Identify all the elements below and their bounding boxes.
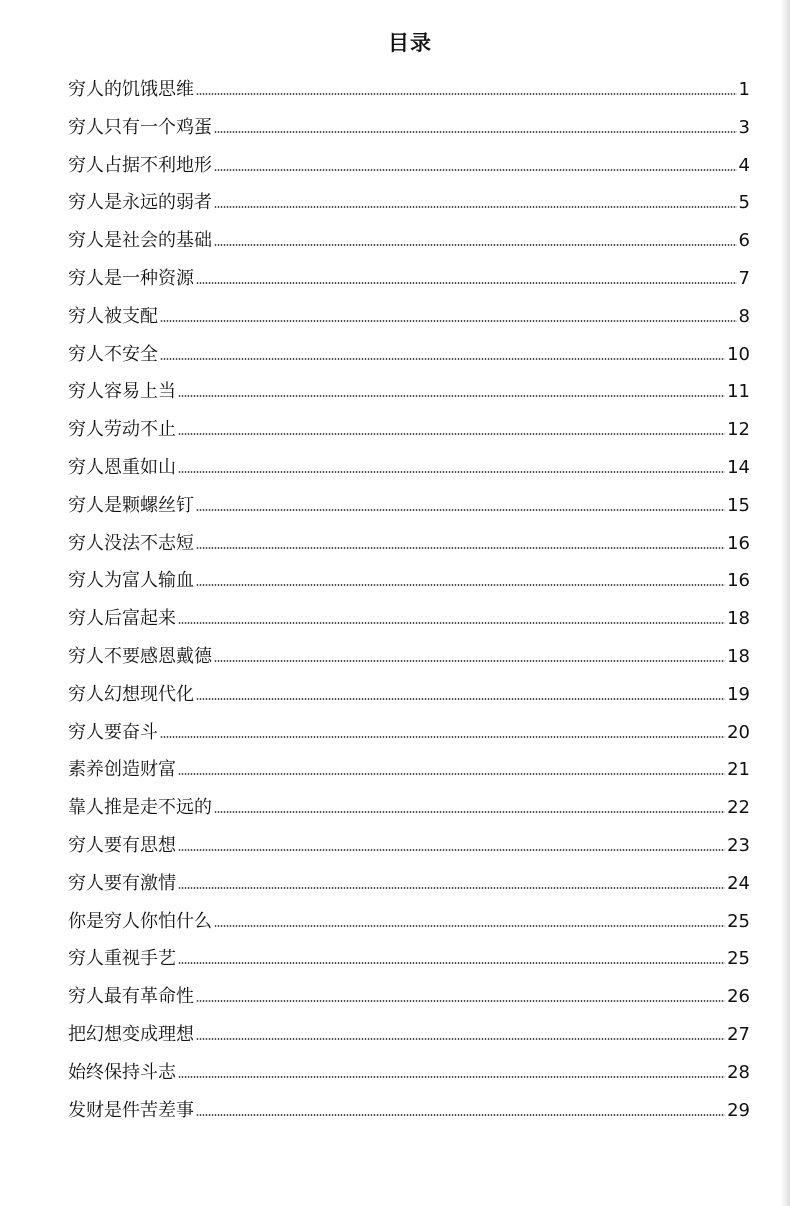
toc-entry-title: 穷人后富起来 (68, 608, 176, 630)
toc-entry[interactable] (68, 600, 750, 638)
toc-entry-title: 穷人是颗螺丝钉 (68, 494, 194, 516)
toc-entry[interactable] (68, 827, 750, 865)
page-edge-shadow (780, 0, 790, 1206)
toc-entry-title: 穷人为富人输血 (68, 570, 194, 592)
dot-leader (214, 169, 737, 171)
toc-entry-title: 你是穷人你怕什么 (68, 910, 212, 932)
dot-leader (178, 622, 725, 624)
toc-entry-title: 把幻想变成理想 (68, 1023, 194, 1045)
toc-entry-page-number: 26 (727, 986, 750, 1008)
toc-entry-page-number: 12 (727, 419, 750, 441)
dot-leader (196, 93, 737, 95)
toc-entry-title: 素养创造财富 (68, 759, 176, 781)
toc-entry-title: 穷人劳动不止 (68, 419, 176, 441)
table-of-contents (68, 71, 750, 1129)
toc-entry-page-number: 11 (727, 381, 750, 403)
toc-entry-page-number: 3 (738, 116, 750, 138)
dot-leader (196, 282, 737, 284)
toc-entry-page-number: 18 (727, 645, 750, 667)
toc-entry[interactable] (68, 147, 750, 185)
toc-entry-page-number: 8 (738, 305, 750, 327)
dot-leader (214, 811, 725, 813)
dot-leader (214, 660, 725, 662)
toc-entry-page-number: 16 (727, 570, 750, 592)
toc-entry-title: 穷人要有思想 (68, 834, 176, 856)
dot-leader (178, 887, 725, 889)
dot-leader (178, 433, 725, 435)
dot-leader (214, 131, 737, 133)
toc-entry-title: 始终保持斗志 (68, 1061, 176, 1083)
toc-entry-page-number: 15 (727, 494, 750, 516)
toc-entry-title: 穷人要奋斗 (68, 721, 158, 743)
toc-entry-page-number: 29 (727, 1099, 750, 1121)
toc-entry[interactable] (68, 525, 750, 563)
toc-entry[interactable] (68, 903, 750, 941)
toc-entry-title: 穷人是一种资源 (68, 267, 194, 289)
dot-leader (196, 1114, 725, 1116)
dot-leader (178, 773, 725, 775)
toc-entry[interactable] (68, 676, 750, 714)
dot-leader (196, 1000, 725, 1002)
dot-leader (178, 962, 725, 964)
toc-entry[interactable] (68, 789, 750, 827)
toc-entry[interactable] (68, 1092, 750, 1130)
dot-leader (196, 547, 725, 549)
toc-entry-title: 穷人不要感恩戴德 (68, 645, 212, 667)
toc-entry[interactable] (68, 260, 750, 298)
toc-entry-page-number: 5 (738, 192, 750, 214)
toc-entry-page-number: 18 (727, 608, 750, 630)
toc-entry-title: 靠人推是走不远的 (68, 797, 212, 819)
toc-entry-page-number: 20 (727, 721, 750, 743)
toc-entry-title: 穷人要有激情 (68, 872, 176, 894)
toc-entry[interactable] (68, 298, 750, 336)
toc-entry[interactable] (68, 373, 750, 411)
toc-entry[interactable] (68, 940, 750, 978)
toc-entry-title: 穷人幻想现代化 (68, 683, 194, 705)
toc-entry-title: 发财是件苦差事 (68, 1099, 194, 1121)
toc-entry-page-number: 28 (727, 1061, 750, 1083)
dot-leader (196, 509, 725, 511)
toc-entry-page-number: 25 (727, 910, 750, 932)
toc-entry[interactable] (68, 222, 750, 260)
dot-leader (196, 584, 725, 586)
toc-entry-page-number: 21 (727, 759, 750, 781)
toc-entry-page-number: 16 (727, 532, 750, 554)
toc-entry[interactable] (68, 71, 750, 109)
toc-entry-title: 穷人没法不志短 (68, 532, 194, 554)
toc-entry[interactable] (68, 411, 750, 449)
page-title: 目录 (388, 31, 432, 55)
toc-entry-title: 穷人恩重如山 (68, 456, 176, 478)
toc-entry-title: 穷人不安全 (68, 343, 158, 365)
toc-entry-page-number: 14 (727, 456, 750, 478)
toc-entry[interactable] (68, 638, 750, 676)
toc-entry-page-number: 22 (727, 797, 750, 819)
toc-entry-page-number: 7 (738, 267, 750, 289)
toc-entry-page-number: 6 (738, 230, 750, 252)
toc-entry-page-number: 23 (727, 834, 750, 856)
toc-entry-title: 穷人的饥饿思维 (68, 79, 194, 100)
dot-leader (160, 358, 725, 360)
dot-leader (178, 395, 725, 397)
toc-entry-page-number: 4 (738, 154, 750, 176)
toc-entry-title: 穷人最有革命性 (68, 986, 194, 1008)
toc-entry-page-number: 19 (727, 683, 750, 705)
toc-entry[interactable] (68, 865, 750, 903)
dot-leader (160, 736, 725, 738)
toc-entry[interactable] (68, 1054, 750, 1092)
dot-leader (160, 320, 737, 322)
toc-entry[interactable] (68, 109, 750, 147)
toc-entry[interactable] (68, 184, 750, 222)
toc-entry[interactable] (68, 978, 750, 1016)
dot-leader (214, 925, 725, 927)
toc-entry-title: 穷人占据不利地形 (68, 154, 212, 176)
dot-leader (214, 244, 737, 246)
dot-leader (196, 1038, 725, 1040)
toc-entry[interactable] (68, 562, 750, 600)
toc-entry-title: 穷人是永远的弱者 (68, 192, 212, 214)
dot-leader (178, 471, 725, 473)
toc-entry[interactable] (68, 751, 750, 789)
toc-entry-title: 穷人重视手艺 (68, 948, 176, 970)
dot-leader (214, 206, 737, 208)
toc-entry-title: 穷人只有一个鸡蛋 (68, 116, 212, 138)
toc-entry-title: 穷人是社会的基础 (68, 230, 212, 252)
toc-entry-page-number: 24 (727, 872, 750, 894)
toc-entry[interactable] (68, 449, 750, 487)
toc-entry-page-number: 10 (727, 343, 750, 365)
toc-entry[interactable] (68, 336, 750, 374)
toc-entry-page-number: 27 (727, 1023, 750, 1045)
toc-entry-page-number: 1 (738, 79, 750, 100)
toc-entry[interactable] (68, 487, 750, 525)
toc-entry-title: 穷人被支配 (68, 305, 158, 327)
toc-entry-title: 穷人容易上当 (68, 381, 176, 403)
toc-entry[interactable] (68, 714, 750, 752)
toc-entry[interactable] (68, 1016, 750, 1054)
dot-leader (178, 1076, 725, 1078)
dot-leader (178, 849, 725, 851)
toc-entry-page-number: 25 (727, 948, 750, 970)
dot-leader (196, 698, 725, 700)
